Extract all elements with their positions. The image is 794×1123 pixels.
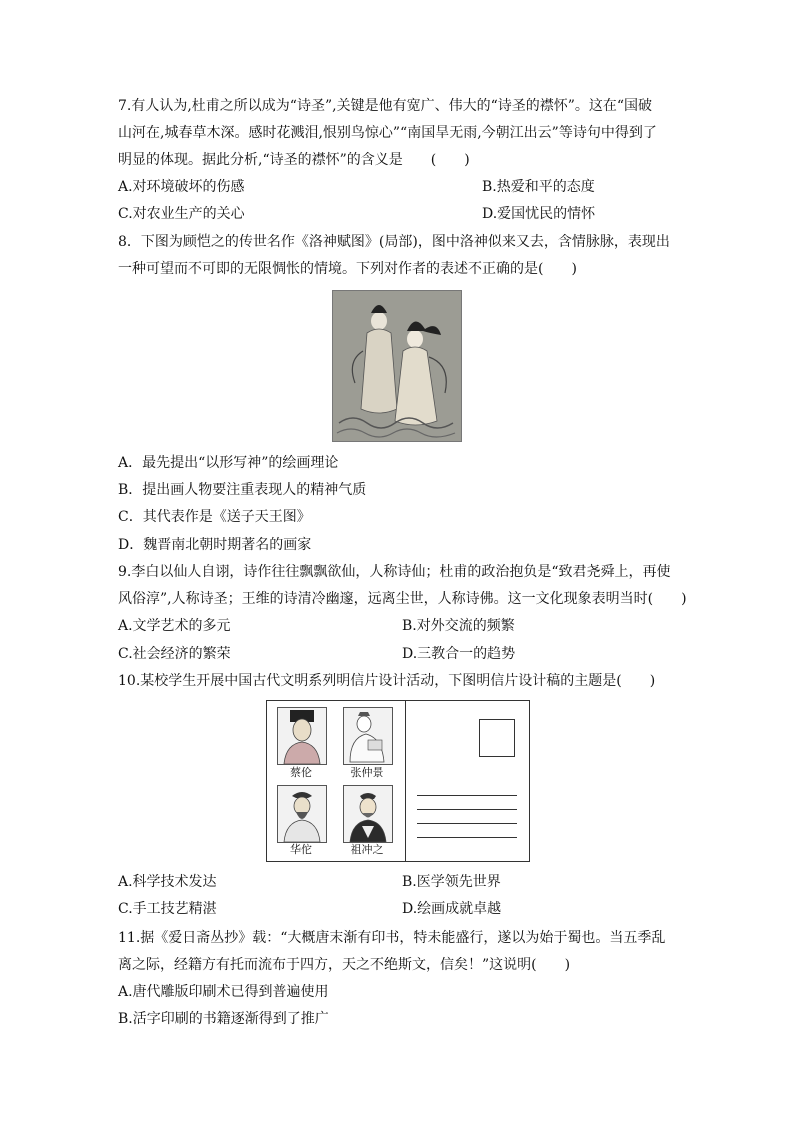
q10-option-b: B.医学领先世界 (402, 874, 501, 890)
mathematician-portrait-icon (344, 786, 392, 842)
q7-stem-line-2: 山河在,城春草木深。感时花溅泪,恨别鸟惊心”“南国旱无雨,今朝江出云”等诗句中得到了 (118, 125, 657, 141)
q8-option-c: C．其代表作是《送子天王图》 (118, 509, 311, 525)
q11-option-b: B.活字印刷的书籍逐渐得到了推广 (118, 1011, 329, 1027)
q7-stem-line-1: 7.有人认为,杜甫之所以成为“诗圣”,关键是他有宽广、伟大的“诗圣的襟怀”。这在“国破 (118, 98, 653, 114)
postcard-divider (405, 701, 406, 861)
q11-stem-line-2: 离之际，经籍方有托而流布于四方，天之不绝斯文，信矣！”这说明( ) (118, 957, 571, 973)
q7-option-c: C.对农业生产的关心 (118, 206, 245, 222)
portrait-name-4: 祖冲之 (350, 843, 384, 856)
reading-scholar-icon (344, 708, 392, 764)
painting-figures-icon (333, 291, 461, 441)
q9-option-d: D.三教合一的趋势 (402, 646, 516, 662)
q10-option-d: D.绘画成就卓越 (402, 901, 502, 917)
luoshen-painting-image (332, 290, 462, 442)
q9-stem-line-1: 9.李白以仙人自诩，诗作往往飘飘欲仙，人称诗仙；杜甫的政治抱负是“致君尧舜上，再使 (118, 564, 671, 580)
postcard-address-line (417, 809, 517, 810)
q7-stem-line-3: 明显的体现。据此分析,“诗圣的襟怀”的含义是 ( ) (118, 152, 470, 168)
q8-stem-line-1: 8．下图为顾恺之的传世名作《洛神赋图》(局部)，图中洛神似来又去，含情脉脉，表现出 (118, 234, 670, 250)
q9-stem-line-2: 风俗淳”,人称诗圣；王维的诗清冷幽邃，远离尘世，人称诗佛。这一文化现象表明当时( ) (118, 591, 687, 607)
portrait-cailun (277, 707, 327, 765)
q7-option-d: D.爱国忧民的情怀 (482, 206, 596, 222)
physician-portrait-icon (278, 786, 326, 842)
q9-option-a: A.文学艺术的多元 (118, 618, 231, 634)
portrait-zuchongzhi (343, 785, 393, 843)
q10-option-c: C.手工技艺精湛 (118, 901, 217, 917)
postcard-stamp-box (479, 719, 515, 757)
q10-option-a: A.科学技术发达 (118, 874, 217, 890)
q11-stem-line-1: 11.据《爱日斋丛抄》载：“大概唐末渐有印书，特未能盛行，遂以为始于蜀也。当五季乱 (118, 930, 666, 946)
portrait-name-3: 华佗 (290, 843, 312, 856)
q8-option-d: D．魏晋南北朝时期著名的画家 (118, 537, 312, 553)
scholar-portrait-icon (278, 708, 326, 764)
q8-stem-line-2: 一种可望而不可即的无限惆怅的情境。下列对作者的表述不正确的是( ) (118, 261, 577, 277)
q7-option-a: A.对环境破坏的伤感 (118, 179, 245, 195)
portrait-zhangzhongjing (343, 707, 393, 765)
q11-option-a: A.唐代雕版印刷术已得到普遍使用 (118, 984, 329, 1000)
portrait-name-1: 蔡伦 (290, 766, 312, 779)
postcard-design-image (266, 700, 530, 862)
portrait-huatuo (277, 785, 327, 843)
q7-option-b: B.热爱和平的态度 (482, 179, 595, 195)
q10-stem-line-1: 10.某校学生开展中国古代文明系列明信片设计活动，下图明信片设计稿的主题是( ) (118, 673, 656, 689)
postcard-address-line (417, 837, 517, 838)
postcard-address-line (417, 823, 517, 824)
q9-option-c: C.社会经济的繁荣 (118, 646, 231, 662)
q8-option-a: A．最先提出“以形写神”的绘画理论 (118, 455, 339, 471)
postcard-address-line (417, 795, 517, 796)
q9-option-b: B.对外交流的频繁 (402, 618, 515, 634)
q8-option-b: B．提出画人物要注重表现人的精神气质 (118, 482, 367, 498)
portrait-name-2: 张仲景 (350, 766, 384, 779)
